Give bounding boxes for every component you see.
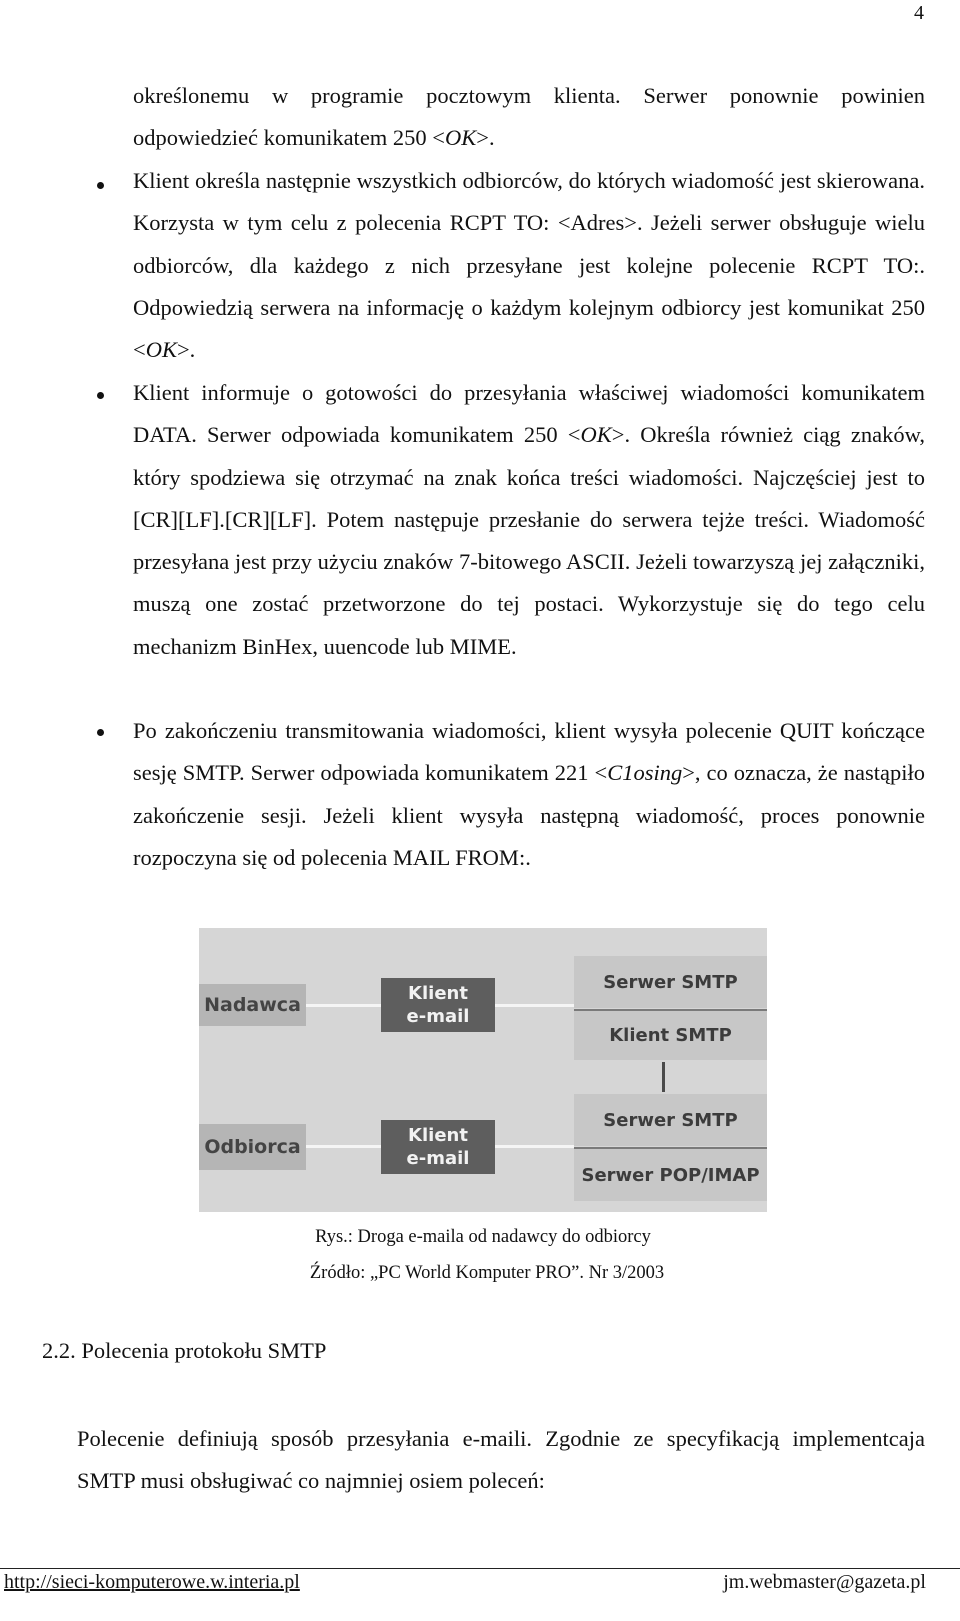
bullet-item-rcpt xyxy=(133,160,925,371)
paragraph-text: Po zakończeniu transmitowania wiadomości, klient wysyła polecenie QUIT kończące sesję SMTP. Serwer odpowiada komunikatem 221 < xyxy=(133,718,925,786)
bullet-item-quit xyxy=(133,710,925,879)
server-smtp-box-top: Serwer SMTP xyxy=(574,956,767,1008)
sender-box: Nadawca xyxy=(199,984,306,1026)
bullet-item-data xyxy=(133,372,925,668)
response-code: OK xyxy=(580,422,612,448)
footer-site-link[interactable]: http://sieci-komputerowe.w.interia.pl xyxy=(4,1571,300,1593)
client-smtp-box: Klient SMTP xyxy=(574,1011,767,1060)
paragraph-text: >. Określa również ciąg znaków, który spodziewa się otrzymać na znak końca treści wiadomości. Najczęściej jest to [CR][LF].[CR][LF]. Potem następuje przesłanie do serwera tejże treści. Wiadomość przesyłana jest przy użyciu znaków 7-bitowego ASCII. Jeżeli towarzyszą jej załączniki, muszą one zostać przetworzone do tej postaci. Wykorzystuje się do tego celu mechanizm BinHex, uuencode lub MIME. xyxy=(133,422,925,659)
section-paragraph: Polecenie definiują sposób przesyłania e-maili. Zgodnie ze specyfikacją implementcaja SMTP musi obsługiwać co najmniej osiem poleceń: xyxy=(77,1426,925,1494)
section-heading: 2.2. Polecenia protokołu SMTP xyxy=(42,1338,327,1363)
figure-source: Źródło: „PC World Komputer PRO”. Nr 3/2003 xyxy=(309,1263,665,1283)
vertical-connector xyxy=(662,1062,665,1092)
paragraph-text: >. xyxy=(476,125,495,151)
client-email-box-top: Klient e-mail xyxy=(381,978,495,1032)
response-code: OK xyxy=(445,125,477,151)
page-number: 4 xyxy=(914,2,924,24)
footer-divider xyxy=(0,1568,960,1569)
server-smtp-box-bottom: Serwer SMTP xyxy=(574,1094,767,1146)
figure-caption: Rys.: Droga e-maila od nadawcy do odbiorcy xyxy=(315,1227,651,1247)
response-code: C1osing xyxy=(607,760,683,786)
paragraph-continuation xyxy=(133,75,925,160)
paragraph-text: Klient informuje o gotowości do przesyłania właściwej wiadomości komunikatem DATA. Serwer odpowiada komunikatem 250 < xyxy=(133,380,925,448)
server-pop-imap-box: Serwer POP/IMAP xyxy=(574,1149,767,1201)
paragraph-text: >, co oznacza, że nastąpiło zakończenie sesji. Jeżeli klient wysyła następną wiadomość, proces ponownie rozpoczyna się od polecenia MAIL FROM:. xyxy=(133,760,925,870)
email-path-diagram xyxy=(199,928,767,1212)
paragraph-text: >. xyxy=(176,337,196,363)
client-email-box-bottom: Klient e-mail xyxy=(381,1120,495,1174)
recipient-box: Odbiorca xyxy=(199,1124,306,1170)
response-code: OK xyxy=(145,337,177,363)
bullet-icon xyxy=(97,729,104,736)
bullet-icon xyxy=(97,182,104,189)
bullet-icon xyxy=(97,392,104,399)
paragraph-text: określonemu w programie pocztowym klienta. Serwer ponownie powinien odpowiedzieć komunikatem 250 < xyxy=(133,83,925,151)
footer-email: jm.webmaster@gazeta.pl xyxy=(723,1571,926,1593)
paragraph-text: Klient określa następnie wszystkich odbiorców, do których wiadomość jest skierowana. Korzysta w tym celu z polecenia RCPT TO: <Adres>. Jeżeli serwer obsługuje wielu odbiorców, dla każdego z nich przesyłane jest kolejne polecenie RCPT TO:. Odpowiedzią serwera na informację o każdym kolejnym odbiorcy jest komunikat 250 < xyxy=(133,168,925,363)
